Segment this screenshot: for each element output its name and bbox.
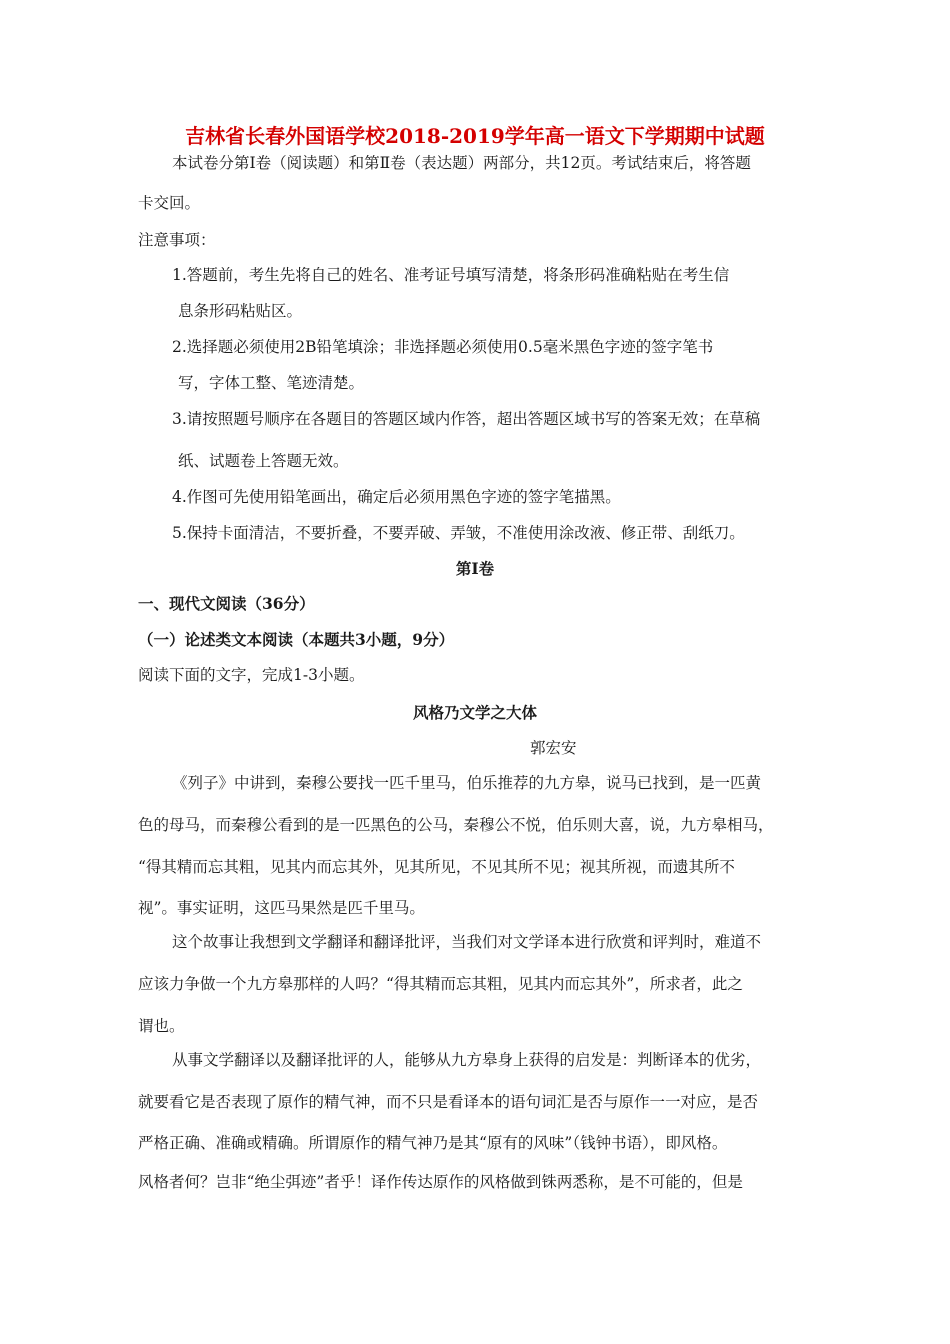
paragraph-line: 视”。事实证明，这匹马果然是匹千里马。	[138, 899, 425, 917]
document-title: 吉林省长春外国语学校2018-2019学年高一语文下学期期中试题	[185, 124, 765, 148]
article-author: 郭宏安	[530, 739, 577, 757]
notice-item-3-cont: 纸、试题卷上答题无效。	[178, 452, 349, 470]
paragraph-line: 就要看它是否表现了原作的精气神，而不只是看译本的语句词汇是否与原作一一对应，是否	[138, 1093, 759, 1111]
paragraph-line: 《列子》中讲到，秦穆公要找一匹千里马，伯乐推荐的九方皋，说马已找到，是一匹黄	[172, 774, 762, 792]
notice-item-2: 2.选择题必须使用2B铅笔填涂；非选择题必须使用0.5毫米黑色字迹的签字笔书	[172, 338, 714, 356]
section-heading: 一、现代文阅读（36分）	[138, 594, 315, 613]
article-title: 风格乃文学之大体	[412, 703, 537, 722]
paragraph-line: 色的母马，而秦穆公看到的是一匹黑色的公马，秦穆公不悦，伯乐则大喜，说，九方皋相马，	[138, 816, 774, 834]
notice-item-1-cont: 息条形码粘贴区。	[178, 302, 303, 320]
intro-line-2: 卡交回。	[138, 194, 201, 212]
paragraph-line: 从事文学翻译以及翻译批评的人，能够从九方皋身上获得的启发是：判断译本的优劣，	[172, 1051, 762, 1069]
paragraph-line: 严格正确、准确或精确。所谓原作的精气神乃是其“原有的风味”（钱钟书语），即风格。	[138, 1134, 728, 1152]
intro-line-1: 本试卷分第Ⅰ卷（阅读题）和第Ⅱ卷（表达题）两部分，共12页。考试结束后，将答题	[172, 154, 751, 172]
notice-item-1: 1.答题前，考生先将自己的姓名、准考证号填写清楚，将条形码准确粘贴在考生信	[172, 266, 730, 284]
notice-heading: 注意事项：	[138, 231, 216, 249]
paragraph-line: 应该力争做一个九方皋那样的人吗？“得其精而忘其粗，见其内而忘其外”，所求者，此之	[138, 975, 743, 993]
paragraph-line: 这个故事让我想到文学翻译和翻译批评，当我们对文学译本进行欣赏和评判时，难道不	[172, 933, 762, 951]
subsection-heading: （一）论述类文本阅读（本题共3小题，9分）	[138, 630, 455, 649]
paragraph-line: “得其精而忘其粗，见其内而忘其外，见其所见，不见其所不见；视其所视，而遗其所不	[138, 858, 735, 876]
notice-item-3: 3.请按照题号顺序在各题目的答题区域内作答，超出答题区域书写的答案无效；在草稿	[172, 410, 761, 428]
part-label: 第Ⅰ卷	[455, 559, 495, 578]
paragraph-line: 风格者何？岂非“绝尘弭迹”者乎！译作传达原作的风格做到铢两悉称，是不可能的，但是	[138, 1173, 743, 1191]
reading-instruction: 阅读下面的文字，完成1-3小题。	[138, 666, 365, 684]
paragraph-line: 谓也。	[138, 1017, 185, 1035]
notice-item-5: 5.保持卡面清洁，不要折叠，不要弄破、弄皱，不准使用涂改液、修正带、刮纸刀。	[172, 524, 745, 542]
notice-item-2-cont: 写，字体工整、笔迹清楚。	[178, 374, 365, 392]
notice-item-4: 4.作图可先使用铅笔画出，确定后必须用黑色字迹的签字笔描黑。	[172, 488, 621, 506]
